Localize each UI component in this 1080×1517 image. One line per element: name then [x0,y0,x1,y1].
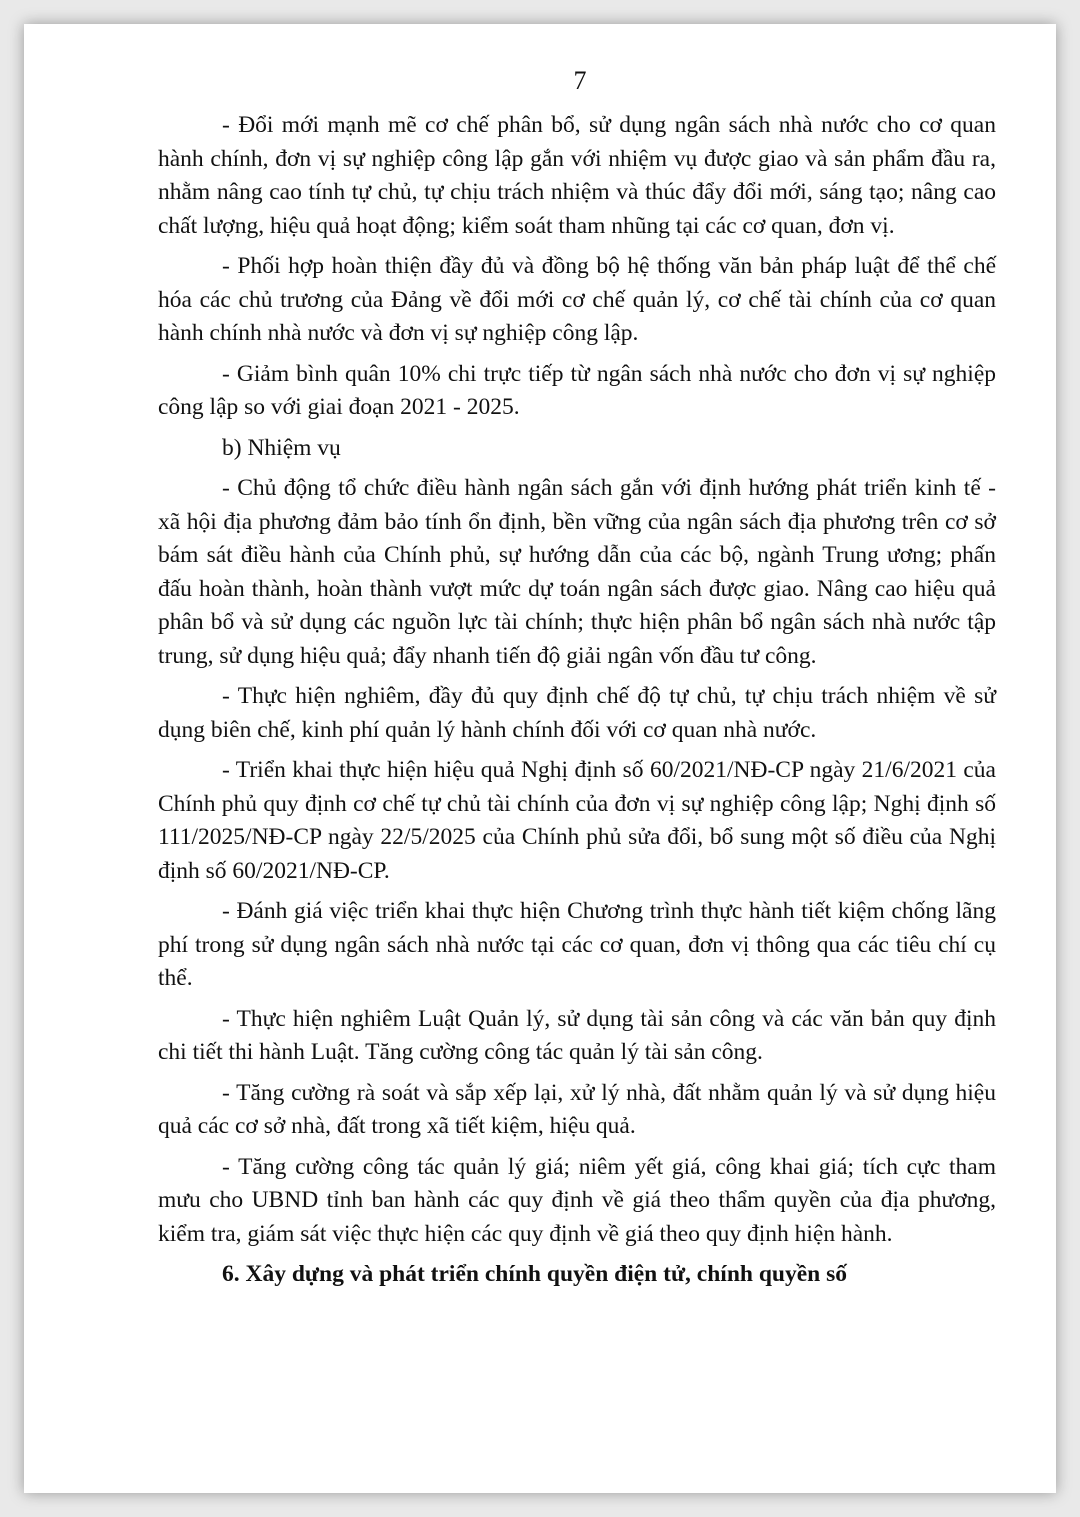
subsection-label: b) Nhiệm vụ [222,434,341,461]
paragraph: - Tăng cường công tác quản lý giá; niêm yết giá, công khai giá; tích cực tham mưu cho UBND tỉnh ban hành các quy định về giá theo thẩm quyền của địa phương, kiểm tra, giám sát việc thực hiện các quy định về giá theo quy định hiện hành. [158,1153,996,1247]
paragraph: - Thực hiện nghiêm Luật Quản lý, sử dụng tài sản công và các văn bản quy định chi tiết thi hành Luật. Tăng cường công tác quản lý tài sản công. [158,1005,996,1065]
document-body [158,109,996,1299]
paragraph: - Chủ động tổ chức điều hành ngân sách gắn với định hướng phát triển kinh tế - xã hội địa phương đảm bảo tính ổn định, bền vững của ngân sách địa phương trên cơ sở bám sát điều hành của Chính phủ, sự hướng dẫn của các bộ, ngành Trung ương; phấn đấu hoàn thành, hoàn thành vượt mức dự toán ngân sách được giao. Nâng cao hiệu quả phân bổ và sử dụng các nguồn lực tài chính; thực hiện phân bổ ngân sách nhà nước tập trung, sử dụng hiệu quả; đẩy nhanh tiến độ giải ngân vốn đầu tư công. [158,475,996,669]
paragraph: - Tăng cường rà soát và sắp xếp lại, xử lý nhà, đất nhằm quản lý và sử dụng hiệu quả các cơ sở nhà, đất trong xã tiết kiệm, hiệu quả. [158,1079,996,1139]
paragraph: - Giảm bình quân 10% chi trực tiếp từ ngân sách nhà nước cho đơn vị sự nghiệp công lập so với giai đoạn 2021 - 2025. [158,360,996,420]
document-page [24,24,1056,1493]
paragraph: - Phối hợp hoàn thiện đầy đủ và đồng bộ hệ thống văn bản pháp luật để thể chế hóa các chủ trương của Đảng về đổi mới cơ chế quản lý, cơ chế tài chính của cơ quan hành chính nhà nước và đơn vị sự nghiệp công lập. [158,253,996,346]
paragraph: - Đánh giá việc triển khai thực hiện Chương trình thực hành tiết kiệm chống lãng phí trong sử dụng ngân sách nhà nước tại các cơ quan, đơn vị thông qua các tiêu chí cụ thể. [158,898,996,991]
page-number: 7 [573,66,587,95]
section-heading: 6. Xây dựng và phát triển chính quyền điện tử, chính quyền số [222,1261,847,1287]
paragraph: - Triển khai thực hiện hiệu quả Nghị định số 60/2021/NĐ-CP ngày 21/6/2021 của Chính phủ quy định cơ chế tự chủ tài chính của đơn vị sự nghiệp công lập; Nghị định số 111/2025/NĐ-CP ngày 22/5/2025 của Chính phủ sửa đổi, bổ sung một số điều của Nghị định số 60/2021/NĐ-CP. [158,757,996,884]
paragraph: - Đổi mới mạnh mẽ cơ chế phân bổ, sử dụng ngân sách nhà nước cho cơ quan hành chính, đơn vị sự nghiệp công lập gắn với nhiệm vụ được giao và sản phẩm đầu ra, nhằm nâng cao tính tự chủ, tự chịu trách nhiệm và thúc đẩy đổi mới, sáng tạo; nâng cao chất lượng, hiệu quả hoạt động; kiểm soát tham nhũng tại các cơ quan, đơn vị. [158,112,996,239]
paragraph: - Thực hiện nghiêm, đầy đủ quy định chế độ tự chủ, tự chịu trách nhiệm về sử dụng biên chế, kinh phí quản lý hành chính đối với cơ quan nhà nước. [158,683,996,743]
